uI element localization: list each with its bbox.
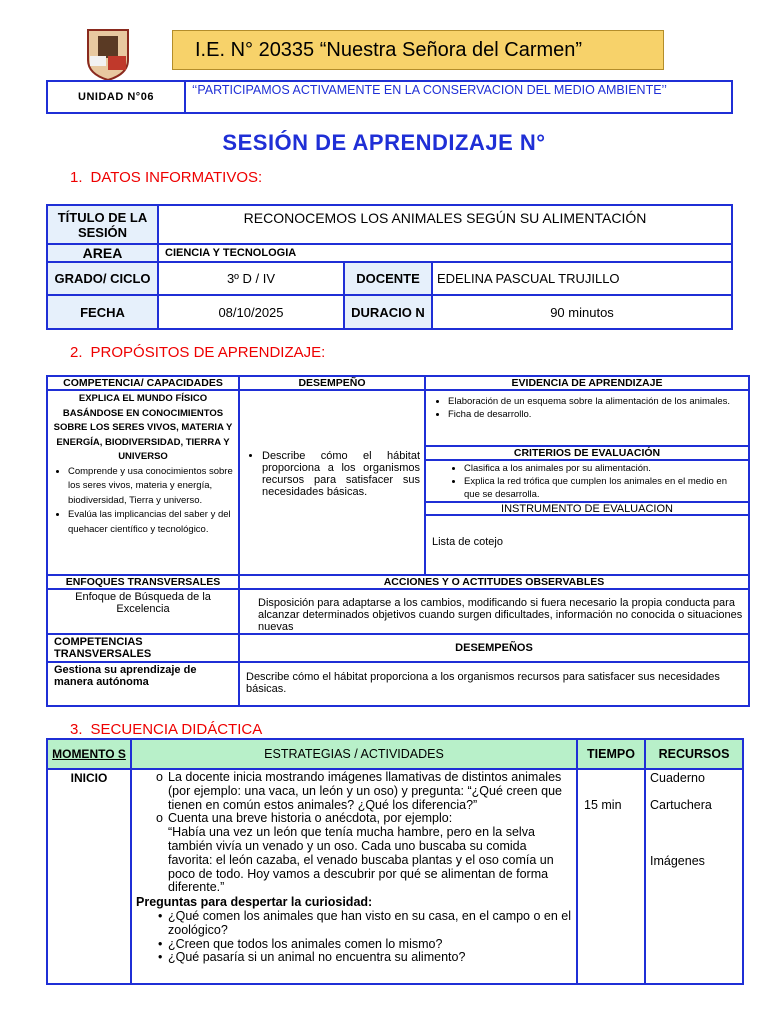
acciones-value: Disposición para adaptarse a los cambios, modificando si fuera necesario la propia conducta para alcanzar determinados objetivos cuando surgen dificultades, información no conocida o situaciones nuevas [239, 589, 749, 634]
instrumento-value: Lista de cotejo [432, 536, 503, 548]
duracion-label: DURACIO N [344, 295, 432, 329]
desempenos-label: DESEMPEÑOS [239, 634, 749, 662]
list-item: • Elaboración de un esquema sobre la alimentación de los animales. [448, 395, 744, 408]
activity-item: o Cuenta una breve historia o anécdota, por ejemplo: [156, 811, 453, 826]
col-recursos: RECURSOS [645, 739, 743, 769]
section-number: 3. [70, 721, 83, 738]
section-title: DATOS INFORMATIVOS: [90, 169, 263, 186]
unit-title: ‘‘PARTICIPAMOS ACTIVAMENTE EN LA CONSERVACION DEL MEDIO AMBIENTE’’ [192, 83, 667, 97]
list-item: • Explica la red trófica que cumplen los animales en el medio en que se desarrolla. [464, 475, 744, 501]
fecha-label: FECHA [47, 295, 158, 329]
instrumento-label: INSTRUMENTO DE EVALUACION [426, 503, 748, 516]
docente-label: DOCENTE [344, 262, 432, 295]
estrategias-cell [131, 769, 577, 984]
section-number: 1. [70, 169, 83, 186]
enfoques-label: ENFOQUES TRANSVERSALES [47, 575, 239, 589]
list-item: • Clasifica a los animales por su alimentación. [464, 462, 744, 475]
school-logo [84, 26, 132, 82]
activity-text: La docente inicia mostrando imágenes llamativas de distintos animales (por ejemplo: una vaca, un león y un oso) y pregunta: “¿Qué creen que tienen en común estos animales? ¿Qué los diferencia?” [168, 770, 562, 812]
secuencia-table [46, 738, 744, 985]
propositos-table [46, 375, 750, 707]
competencia-cell [47, 390, 239, 575]
col-momentos: MOMENTO S [47, 739, 131, 769]
col-estrategias: ESTRATEGIAS / ACTIVIDADES [131, 739, 577, 769]
question-text: ¿Qué pasaría si un animal no encuentra su alimento? [168, 950, 466, 965]
col-desempeno: DESEMPEÑO [239, 376, 425, 390]
area-label: AREA [47, 244, 158, 262]
question-item: • ¿Qué comen los animales que han visto en su casa, en el campo o en el zoológico? [158, 908, 572, 937]
momento-inicio: INICIO [47, 769, 131, 984]
unit-label: UNIDAD N°06 [48, 82, 186, 112]
section-title: PROPÓSITOS DE APRENDIZAJE: [90, 344, 326, 361]
desempeno-text: • Describe cómo el hábitat proporciona a los organismos recursos para satisfacer sus necesidades básicas. [262, 450, 420, 498]
recursos-cell [645, 769, 743, 984]
question-text: ¿Creen que todos los animales comen lo mismo? [168, 936, 443, 951]
section-heading-secuencia [70, 721, 262, 738]
enfoque-value: Enfoque de Búsqueda de la Excelencia [47, 589, 239, 634]
page-title: SESIÓN DE APRENDIZAJE N° [222, 130, 546, 155]
question-item: • ¿Qué pasaría si un animal no encuentra su alimento? [158, 950, 466, 965]
comp-transversales-label: COMPETENCIAS TRANSVERSALES [47, 634, 239, 662]
section-heading-propositos [70, 344, 325, 361]
recurso-item: Cartuchera [650, 798, 712, 812]
competencia-title: EXPLICA EL MUNDO FÍSICO BASÁNDOSE EN CONOCIMIENTOS SOBRE LOS SERES VIVOS, MATERIA Y ENERGÍA, BIODIVERSIDAD, TIERRA Y UNIVERSO [53, 393, 233, 462]
activity-story: “Había una vez un león que tenía mucha hambre, pero en la selva también vivía un venado y un oso. Cada uno buscaba su comida favorita: el león cazaba, el venado buscaba plantas y el oso comía un poco de todo. Hoy vamos a descubrir por qué se alimentan de forma diferente.” [168, 825, 554, 895]
unit-row [46, 80, 733, 114]
criterios-label: CRITERIOS DE EVALUACIÓN [425, 446, 749, 460]
criterios-cell [425, 460, 749, 502]
desempeno-transversal-value: Describe cómo el hábitat proporciona a los organismos recursos para satisfacer sus necesidades básicas. [239, 662, 749, 706]
acciones-label: ACCIONES Y O ACTITUDES OBSERVABLES [239, 575, 749, 589]
docente-value: EDELINA PASCUAL TRUJILLO [432, 262, 732, 295]
grado-value: 3º D / IV [158, 262, 344, 295]
recurso-item: Cuaderno [650, 771, 705, 785]
activity-text: Cuenta una breve historia o anécdota, por ejemplo: [168, 811, 453, 826]
col-competencia: COMPETENCIA/ CAPACIDADES [47, 376, 239, 390]
fecha-value: 08/10/2025 [158, 295, 344, 329]
school-name-banner [172, 30, 664, 70]
recurso-item: Imágenes [650, 854, 705, 868]
desempeno-cell [239, 390, 425, 575]
section-title: SECUENCIA DIDÁCTICA [90, 721, 263, 738]
list-item: • Evalúa las implicancias del saber y del quehacer científico y tecnológico. [68, 508, 236, 537]
section-heading-datos [70, 169, 262, 186]
titulo-value: RECONOCEMOS LOS ANIMALES SEGÚN SU ALIMENTACIÓN [158, 205, 732, 244]
comp-transversal-value: Gestiona su aprendizaje de manera autónoma [47, 662, 239, 706]
col-tiempo: TIEMPO [577, 739, 645, 769]
duracion-value: 90 minutos [432, 295, 732, 329]
preguntas-label: Preguntas para despertar la curiosidad: [136, 895, 373, 910]
question-item: • ¿Creen que todos los animales comen lo mismo? [158, 936, 443, 951]
question-text: ¿Qué comen los animales que han visto en su casa, en el campo o en el zoológico? [168, 908, 572, 937]
col-evidencia: EVIDENCIA DE APRENDIZAJE [425, 376, 749, 390]
tiempo-value: 15 min [577, 769, 645, 984]
evidencias-cell [425, 390, 749, 446]
activity-item: o La docente inicia mostrando imágenes llamativas de distintos animales (por ejemplo: una vaca, un león y un oso) y pregunta: “¿Qué creen que tienen en común estos animales? ¿Qué los diferencia?” [136, 771, 572, 812]
school-name: I.E. N° 20335 “Nuestra Señora del Carmen” [195, 38, 583, 61]
area-value: CIENCIA Y TECNOLOGIA [158, 244, 732, 262]
capacidades-list [50, 465, 236, 538]
section-number: 2. [70, 344, 83, 361]
instrumento-cell [425, 502, 749, 575]
grado-label: GRADO/ CICLO [47, 262, 158, 295]
list-item: • Comprende y usa conocimientos sobre los seres vivos, materia y energía, biodiversidad, Tierra y universo. [68, 465, 236, 509]
list-item: • Ficha de desarrollo. [448, 408, 744, 421]
titulo-label: TÍTULO DE LA SESIÓN [47, 205, 158, 244]
datos-informativos-table [46, 204, 733, 330]
